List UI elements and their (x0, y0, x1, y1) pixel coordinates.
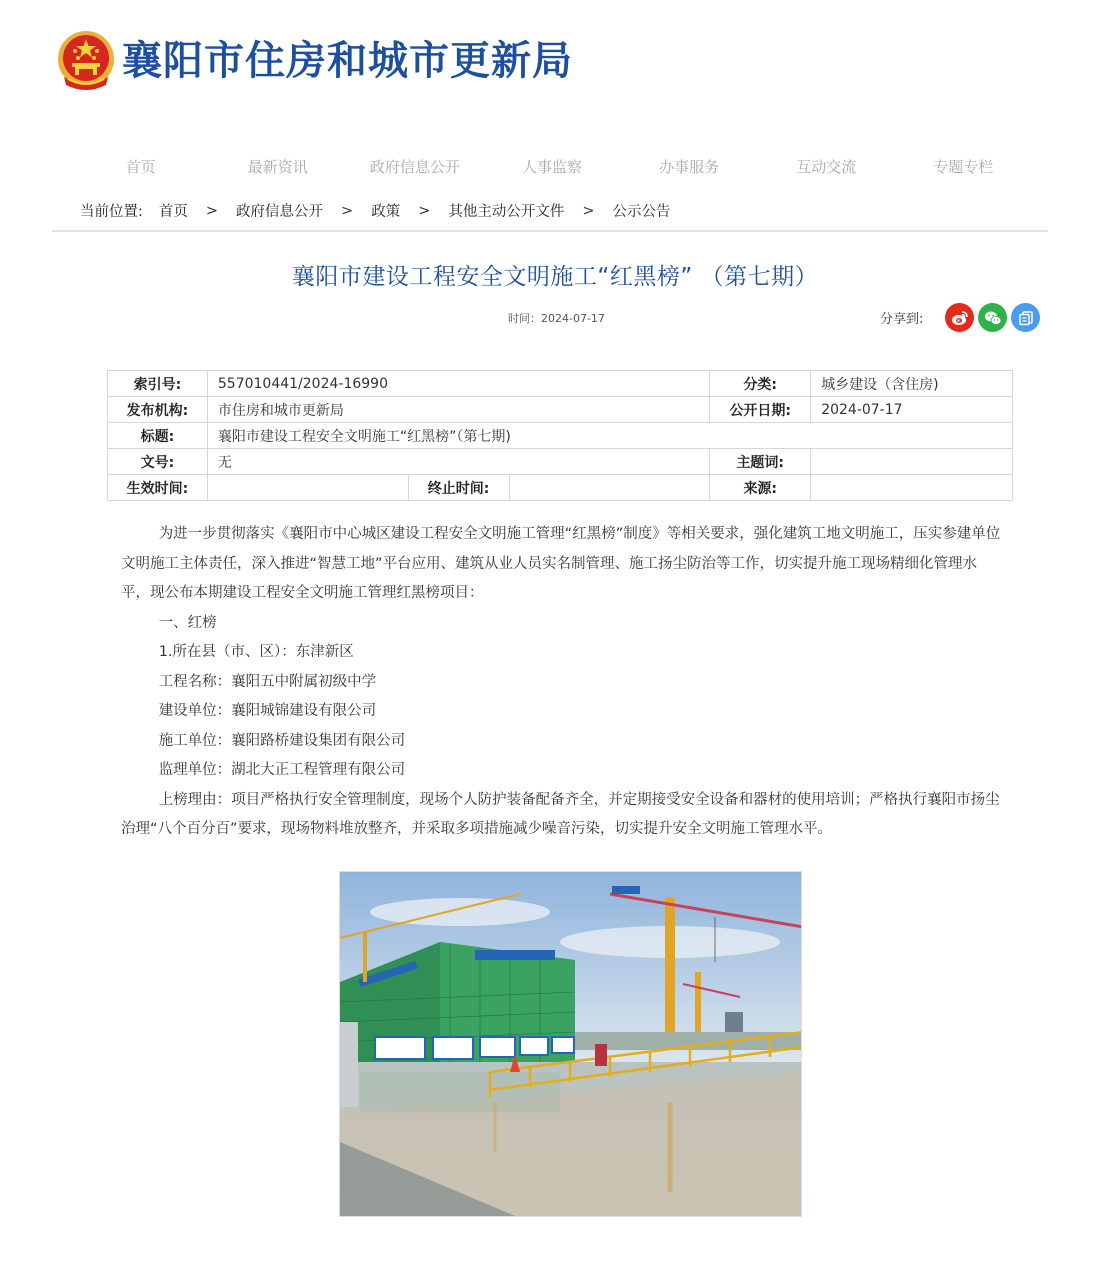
breadcrumb (80, 200, 671, 221)
reason-paragraph: 上榜理由：项目严格执行安全管理制度，现场个人防护装备配备齐全，并定期接受安全设备和器材的使用培训；严格执行襄阳市扬尘治理“八个百分百”要求，现场物料堆放整齐，并采取多项措施减少噪音污染，切实提升安全文明施工管理水平。 (121, 791, 1000, 837)
breadcrumb-gov-info[interactable]: 政府信息公开 (236, 204, 324, 220)
share-label: 分享到: (880, 312, 924, 327)
breadcrumb-separator: > (582, 202, 595, 219)
site-title: 襄阳市住房和城市更新局 (122, 38, 573, 84)
source-label: 来源: (710, 475, 811, 501)
effective-value (207, 475, 408, 501)
nav-item-gov-info[interactable]: 政府信息公开 (369, 158, 460, 176)
pub-date-value: 2024-07-17 (811, 397, 1013, 423)
doc-no-value: 无 (207, 449, 709, 475)
nav-item-services[interactable]: 办事服务 (659, 158, 720, 176)
breadcrumb-home[interactable]: 首页 (158, 204, 188, 220)
breadcrumb-label: 当前位置: (80, 204, 143, 220)
table-row (108, 423, 1013, 449)
header-divider (52, 230, 1048, 232)
publisher-value: 市住房和城市更新局 (207, 397, 709, 423)
doc-no-label: 文号: (108, 449, 208, 475)
publisher-label: 发布机构: (108, 397, 208, 423)
table-row (108, 371, 1013, 397)
table-row (108, 397, 1013, 423)
nav-item-home[interactable]: 首页 (125, 158, 156, 176)
nav-item-personnel[interactable]: 人事监察 (521, 158, 582, 176)
breadcrumb-announcements[interactable]: 公示公告 (612, 204, 671, 220)
expiry-label: 终止时间: (408, 475, 509, 501)
builder-line: 建设单位：襄阳城锦建设有限公司 (158, 703, 377, 719)
contractor-line: 施工单位：襄阳路桥建设集团有限公司 (158, 732, 406, 749)
site-header (56, 26, 573, 96)
intro-paragraph: 为进一步贯彻落实《襄阳市中心城区建设工程安全文明施工管理“红黑榜”制度》等相关要求，强化建筑工地文明施工，压实参建单位文明施工主体责任，深入推进“智慧工地”平台应用、建筑从业人员实名制管理、施工扬尘防治等工作，切实提升施工现场精细化管理水平，现公布本期建设工程安全文明施工管理红黑榜项目： (121, 526, 1001, 601)
category-value: 城乡建设（含住房) (811, 371, 1013, 397)
keywords-label: 主题词: (710, 449, 811, 475)
title-label: 标题: (108, 423, 208, 449)
breadcrumb-separator: > (418, 202, 431, 219)
document-metadata-table (107, 370, 1013, 501)
keywords-value (811, 449, 1013, 475)
construction-site-photo (339, 871, 802, 1217)
wechat-icon (984, 310, 1002, 326)
source-value (811, 475, 1013, 501)
nav-item-latest-news[interactable]: 最新资讯 (247, 158, 308, 176)
nav-item-topics[interactable]: 专题专栏 (933, 158, 994, 176)
weibo-icon (951, 310, 969, 326)
title-value: 襄阳市建设工程安全文明施工“红黑榜”（第七期) (207, 423, 1012, 449)
national-emblem-icon (56, 29, 116, 93)
index-no-value: 557010441/2024-16990 (207, 371, 709, 397)
county-line: 1.所在县（市、区）：东津新区 (158, 644, 354, 660)
nav-item-interaction[interactable]: 互动交流 (796, 158, 857, 176)
supervisor-line: 监理单位：湖北大正工程管理有限公司 (158, 762, 406, 778)
project-name-line: 工程名称：襄阳五中附属初级中学 (158, 673, 377, 690)
pub-date-label: 公开日期: (710, 397, 811, 423)
breadcrumb-policy[interactable]: 政策 (371, 204, 401, 220)
table-row (108, 449, 1013, 475)
breadcrumb-separator: > (205, 202, 219, 219)
main-nav (72, 156, 1032, 177)
publish-time: 时间：2024-07-17 (508, 312, 605, 325)
breadcrumb-separator: > (341, 202, 354, 219)
expiry-value (509, 475, 710, 501)
section-heading-red-list: 一、红榜 (158, 614, 217, 631)
article-body (121, 520, 1001, 845)
category-label: 分类: (710, 371, 811, 397)
effective-label: 生效时间: (108, 475, 208, 501)
copy-icon (1018, 310, 1034, 326)
share-bar (880, 303, 1040, 332)
share-wechat-button[interactable] (978, 303, 1007, 332)
share-weibo-button[interactable] (945, 303, 974, 332)
share-copy-button[interactable] (1011, 303, 1040, 332)
index-no-label: 索引号: (108, 371, 208, 397)
article-title: 襄阳市建设工程安全文明施工“红黑榜” （第七期） (291, 264, 819, 290)
breadcrumb-other-files[interactable]: 其他主动公开文件 (448, 204, 565, 220)
table-row (108, 475, 1013, 501)
